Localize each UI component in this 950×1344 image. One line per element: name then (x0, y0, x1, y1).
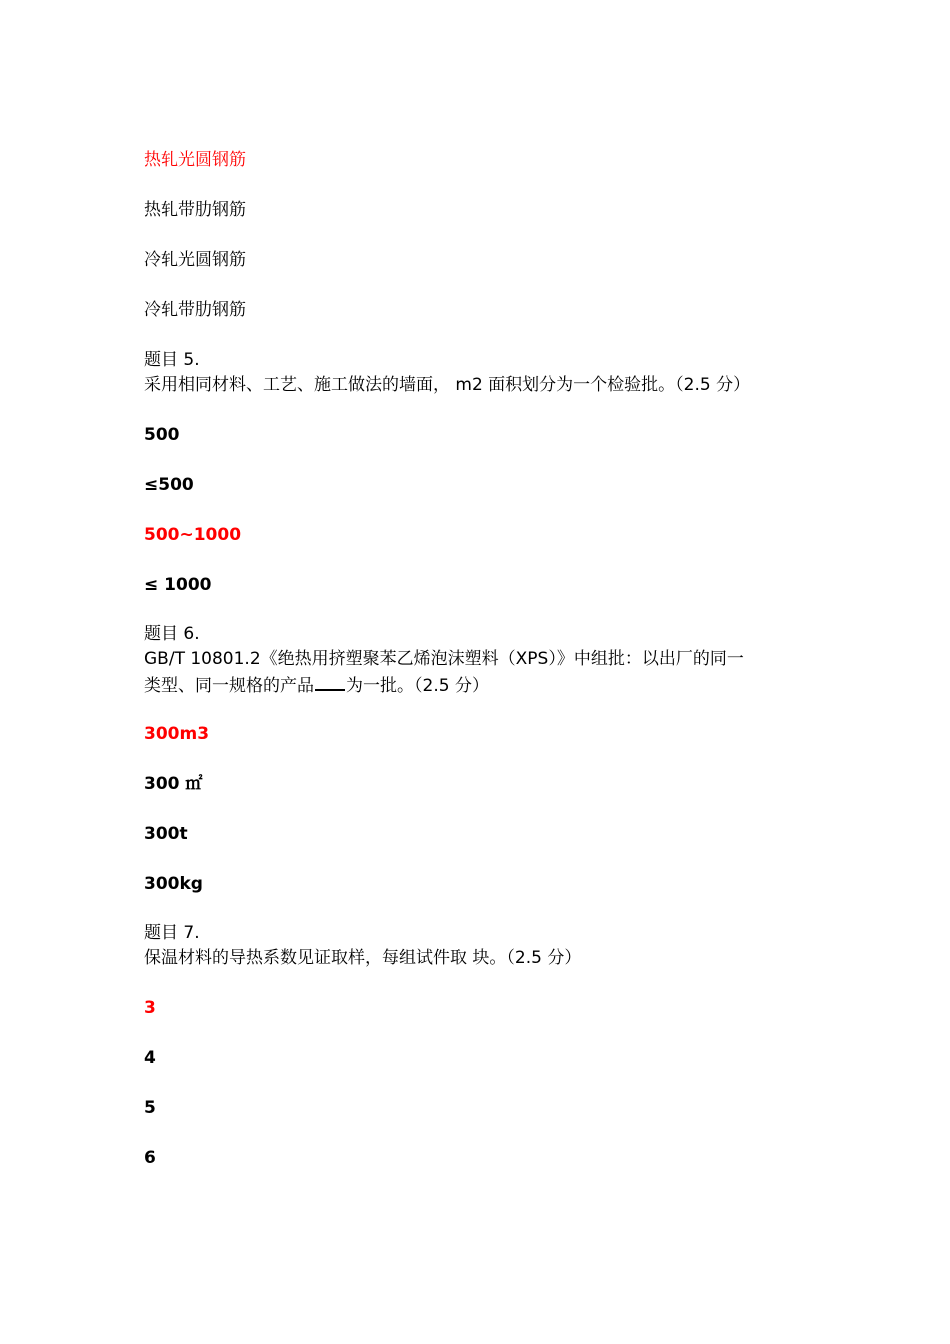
q5-option-d: ≤ 1000 (144, 575, 212, 595)
q7-option-b: 4 (144, 1048, 156, 1068)
q4-option-b: 热轧带肋钢筋 (144, 200, 246, 220)
q6-option-c: 300t (144, 824, 188, 844)
answer-blank (315, 673, 345, 691)
q5-option-c: 500~1000 (144, 525, 242, 545)
q7-question: 保温材料的导热系数见证取样，每组试件取 块。（2.5 分） (144, 948, 582, 968)
q5-heading: 题目 5. (144, 350, 200, 370)
q7-option-c: 5 (144, 1098, 156, 1118)
q6-question-line2-start: 类型、同一规格的产品 (144, 676, 314, 696)
q6-question-line2 (144, 673, 489, 697)
q5-question: 采用相同材料、工艺、施工做法的墙面， m2 面积划分为一个检验批。（2.5 分） (144, 375, 751, 395)
q6-option-d: 300kg (144, 874, 203, 894)
q6-heading: 题目 6. (144, 624, 200, 644)
q6-option-b: 300 ㎡ (144, 774, 203, 794)
q5-option-a: 500 (144, 425, 180, 445)
q4-option-a: 热轧光圆钢筋 (144, 150, 246, 170)
q6-question-line2-end: 为一批。（2.5 分） (346, 676, 489, 696)
q5-option-b: ≤500 (144, 475, 194, 495)
q7-heading: 题目 7. (144, 923, 200, 943)
q4-option-d: 冷轧带肋钢筋 (144, 300, 246, 320)
q6-option-a: 300m3 (144, 724, 210, 744)
q7-option-d: 6 (144, 1148, 156, 1168)
q4-option-c: 冷轧光圆钢筋 (144, 250, 246, 270)
q6-question-line1: GB/T 10801.2《绝热用挤塑聚苯乙烯泡沫塑料（XPS）》中组批：以出厂的同一 (144, 649, 744, 669)
q7-option-a: 3 (144, 998, 156, 1018)
